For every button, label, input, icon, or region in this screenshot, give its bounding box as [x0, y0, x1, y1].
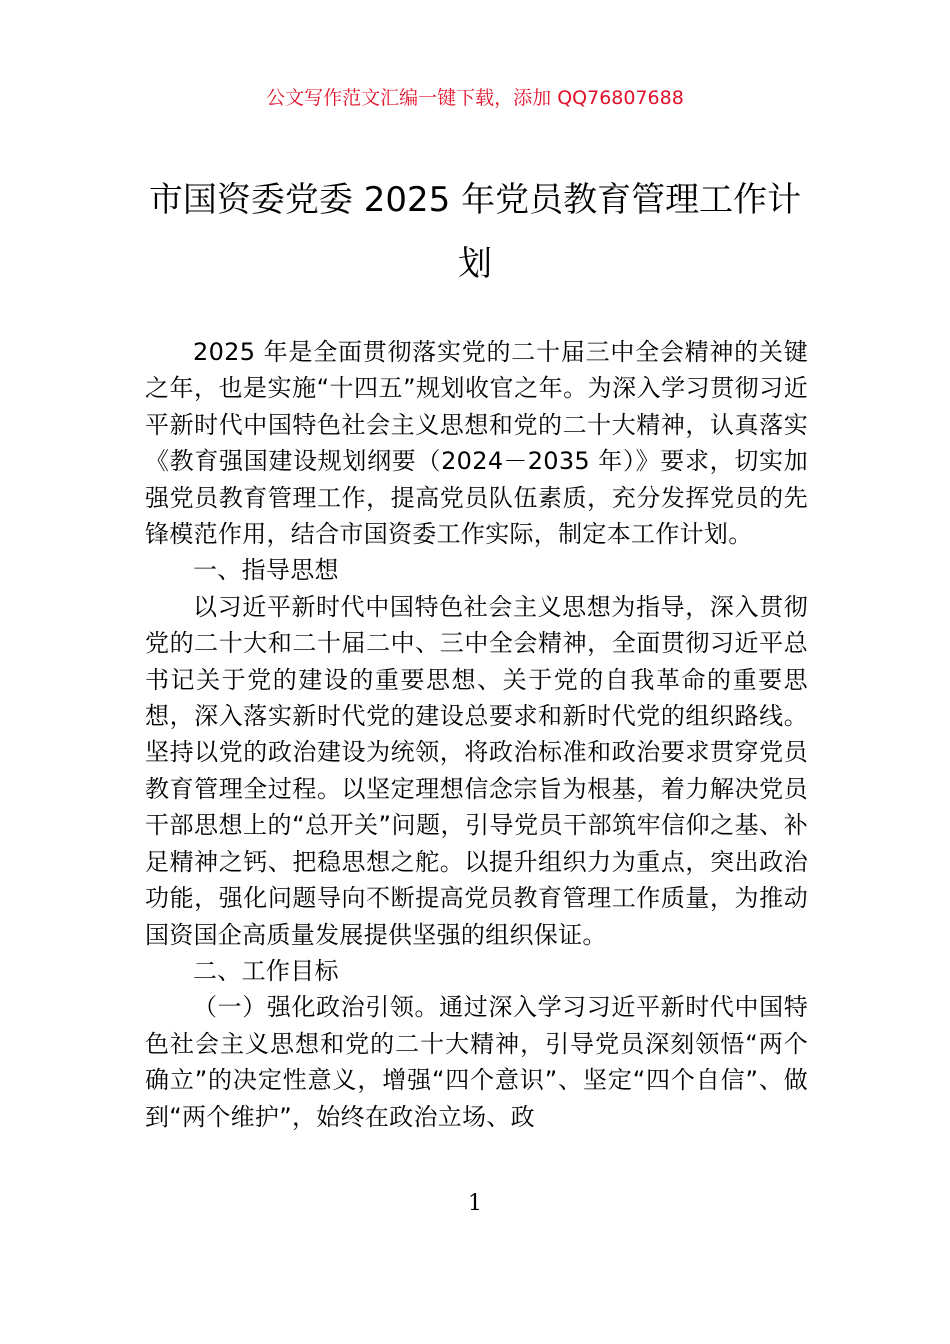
section-heading-guiding-ideology: 一、指导思想	[193, 556, 339, 585]
work-goals-paragraph-1: （一）强化政治引领。通过深入学习习近平新时代中国特色社会主义思想和党的二十大精神，引导党员深刻领悟“两个确立”的决定性意义，增强“四个意识”、坚定“四个自信”、做到“两个维护”，始终在政治立场、政	[145, 993, 808, 1131]
document-title: 市国资委党委 2025 年党员教育管理工作计划	[148, 180, 802, 284]
guiding-ideology-paragraph: 以习近平新时代中国特色社会主义思想为指导，深入贯彻党的二十大和二十届二中、三中全会精神，全面贯彻习近平总书记关于党的建设的重要思想、关于党的自我革命的重要思想，深入落实新时代党的建设总要求和新时代党的组织路线。坚持以党的政治建设为统领，将政治标准和政治要求贯穿党员教育管理全过程。以坚定理想信念宗旨为根基，着力解决党员干部思想上的“总开关”问题，引导党员干部筑牢信仰之基、补足精神之钙、把稳思想之舵。以提升组织力为重点，突出政治功能，强化问题导向不断提高党员教育管理工作质量，为推动国资国企高质量发展提供坚强的组织保证。	[145, 592, 808, 949]
page-number: 1	[468, 1191, 482, 1216]
document-body	[145, 334, 808, 1135]
section-heading-work-goals: 二、工作目标	[193, 956, 339, 985]
intro-paragraph: 2025 年是全面贯彻落实党的二十届三中全会精神的关键之年，也是实施“十四五”规划收官之年。为深入学习贯彻习近平新时代中国特色社会主义思想和党的二十大精神，认真落实《教育强国建设规划纲要（2024－2035 年）》要求，切实加强党员教育管理工作，提高党员队伍素质，充分发挥党员的先锋模范作用，结合市国资委工作实际，制定本工作计划。	[145, 338, 808, 549]
download-note: 公文写作范文汇编一键下载，添加 QQ76807688	[266, 87, 684, 109]
